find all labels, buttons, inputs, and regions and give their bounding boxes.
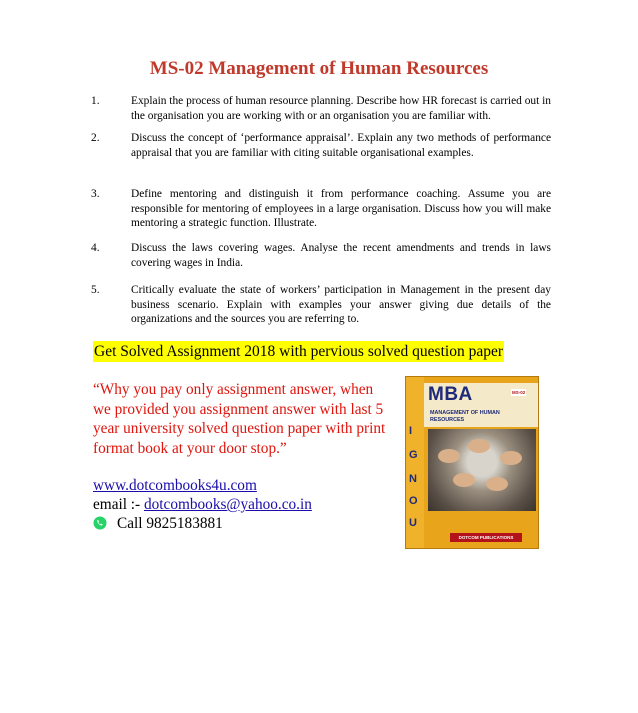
- spine-letter: N: [409, 473, 417, 485]
- hand-shape: [486, 477, 508, 491]
- question-number: 4.: [91, 242, 100, 254]
- whatsapp-icon: [93, 516, 107, 530]
- spine-letter: U: [409, 517, 417, 529]
- email-label: email :-: [93, 496, 144, 513]
- hand-shape: [438, 449, 460, 463]
- book-code-badge: MS-02: [512, 390, 526, 395]
- book-cover-image: [405, 376, 539, 549]
- question-text: Critically evaluate the state of workers’ participation in Management in the present day business scenario. Explain with examples your answer giving due details of the organizations and the sources you are referring to.: [131, 284, 551, 325]
- question-text: Discuss the concept of ‘performance appraisal’. Explain any two methods of performance appraisal that you are familiar with citing suitable organisational examples.: [131, 132, 551, 159]
- hand-shape: [453, 473, 475, 487]
- spine-letter: I: [409, 425, 413, 437]
- website-row: [93, 476, 257, 495]
- phone-row: [93, 514, 223, 533]
- email-row: [93, 495, 312, 514]
- book-subtitle: MANAGEMENT OF HUMAN RESOURCES: [430, 410, 500, 423]
- book-publisher-label: DOTCOM PUBLICATIONS: [450, 533, 522, 542]
- question-text: Discuss the laws covering wages. Analyse the recent amendments and trends in laws covering wages in India.: [131, 242, 551, 269]
- question-number: 2.: [91, 132, 100, 144]
- website-link[interactable]: www.dotcombooks4u.com: [93, 477, 257, 494]
- book-mba-label: MBA: [428, 384, 473, 405]
- spine-letter: G: [409, 449, 418, 461]
- page-title: MS-02 Management of Human Resources: [149, 58, 489, 79]
- hand-shape: [500, 451, 522, 465]
- spine-letter: O: [409, 495, 418, 507]
- question-number: 3.: [91, 188, 100, 200]
- question-number: 1.: [91, 95, 100, 107]
- book-cover-photo: [428, 429, 536, 511]
- question-number: 5.: [91, 284, 100, 296]
- promo-text: “Why you pay only assignment answer, when we provided you assignment answer with last 5 year university solved question paper with print format book at your door stop.”: [93, 381, 386, 457]
- hand-shape: [468, 439, 490, 453]
- question-text: Explain the process of human resource planning. Describe how HR forecast is carried out in the organisation you are working with or an organisation you are familiar with.: [131, 95, 551, 122]
- solved-assignment-banner: Get Solved Assignment 2018 with pervious solved question paper: [94, 343, 503, 360]
- email-link[interactable]: dotcombooks@yahoo.co.in: [143, 496, 312, 513]
- phone-number: Call 9825183881: [117, 515, 223, 532]
- question-text: Define mentoring and distinguish it from performance coaching. Assume you are responsible for mentoring of employees in a large organisation. Discuss how you will make mentoring a strategic function. Illustrate.: [131, 188, 551, 229]
